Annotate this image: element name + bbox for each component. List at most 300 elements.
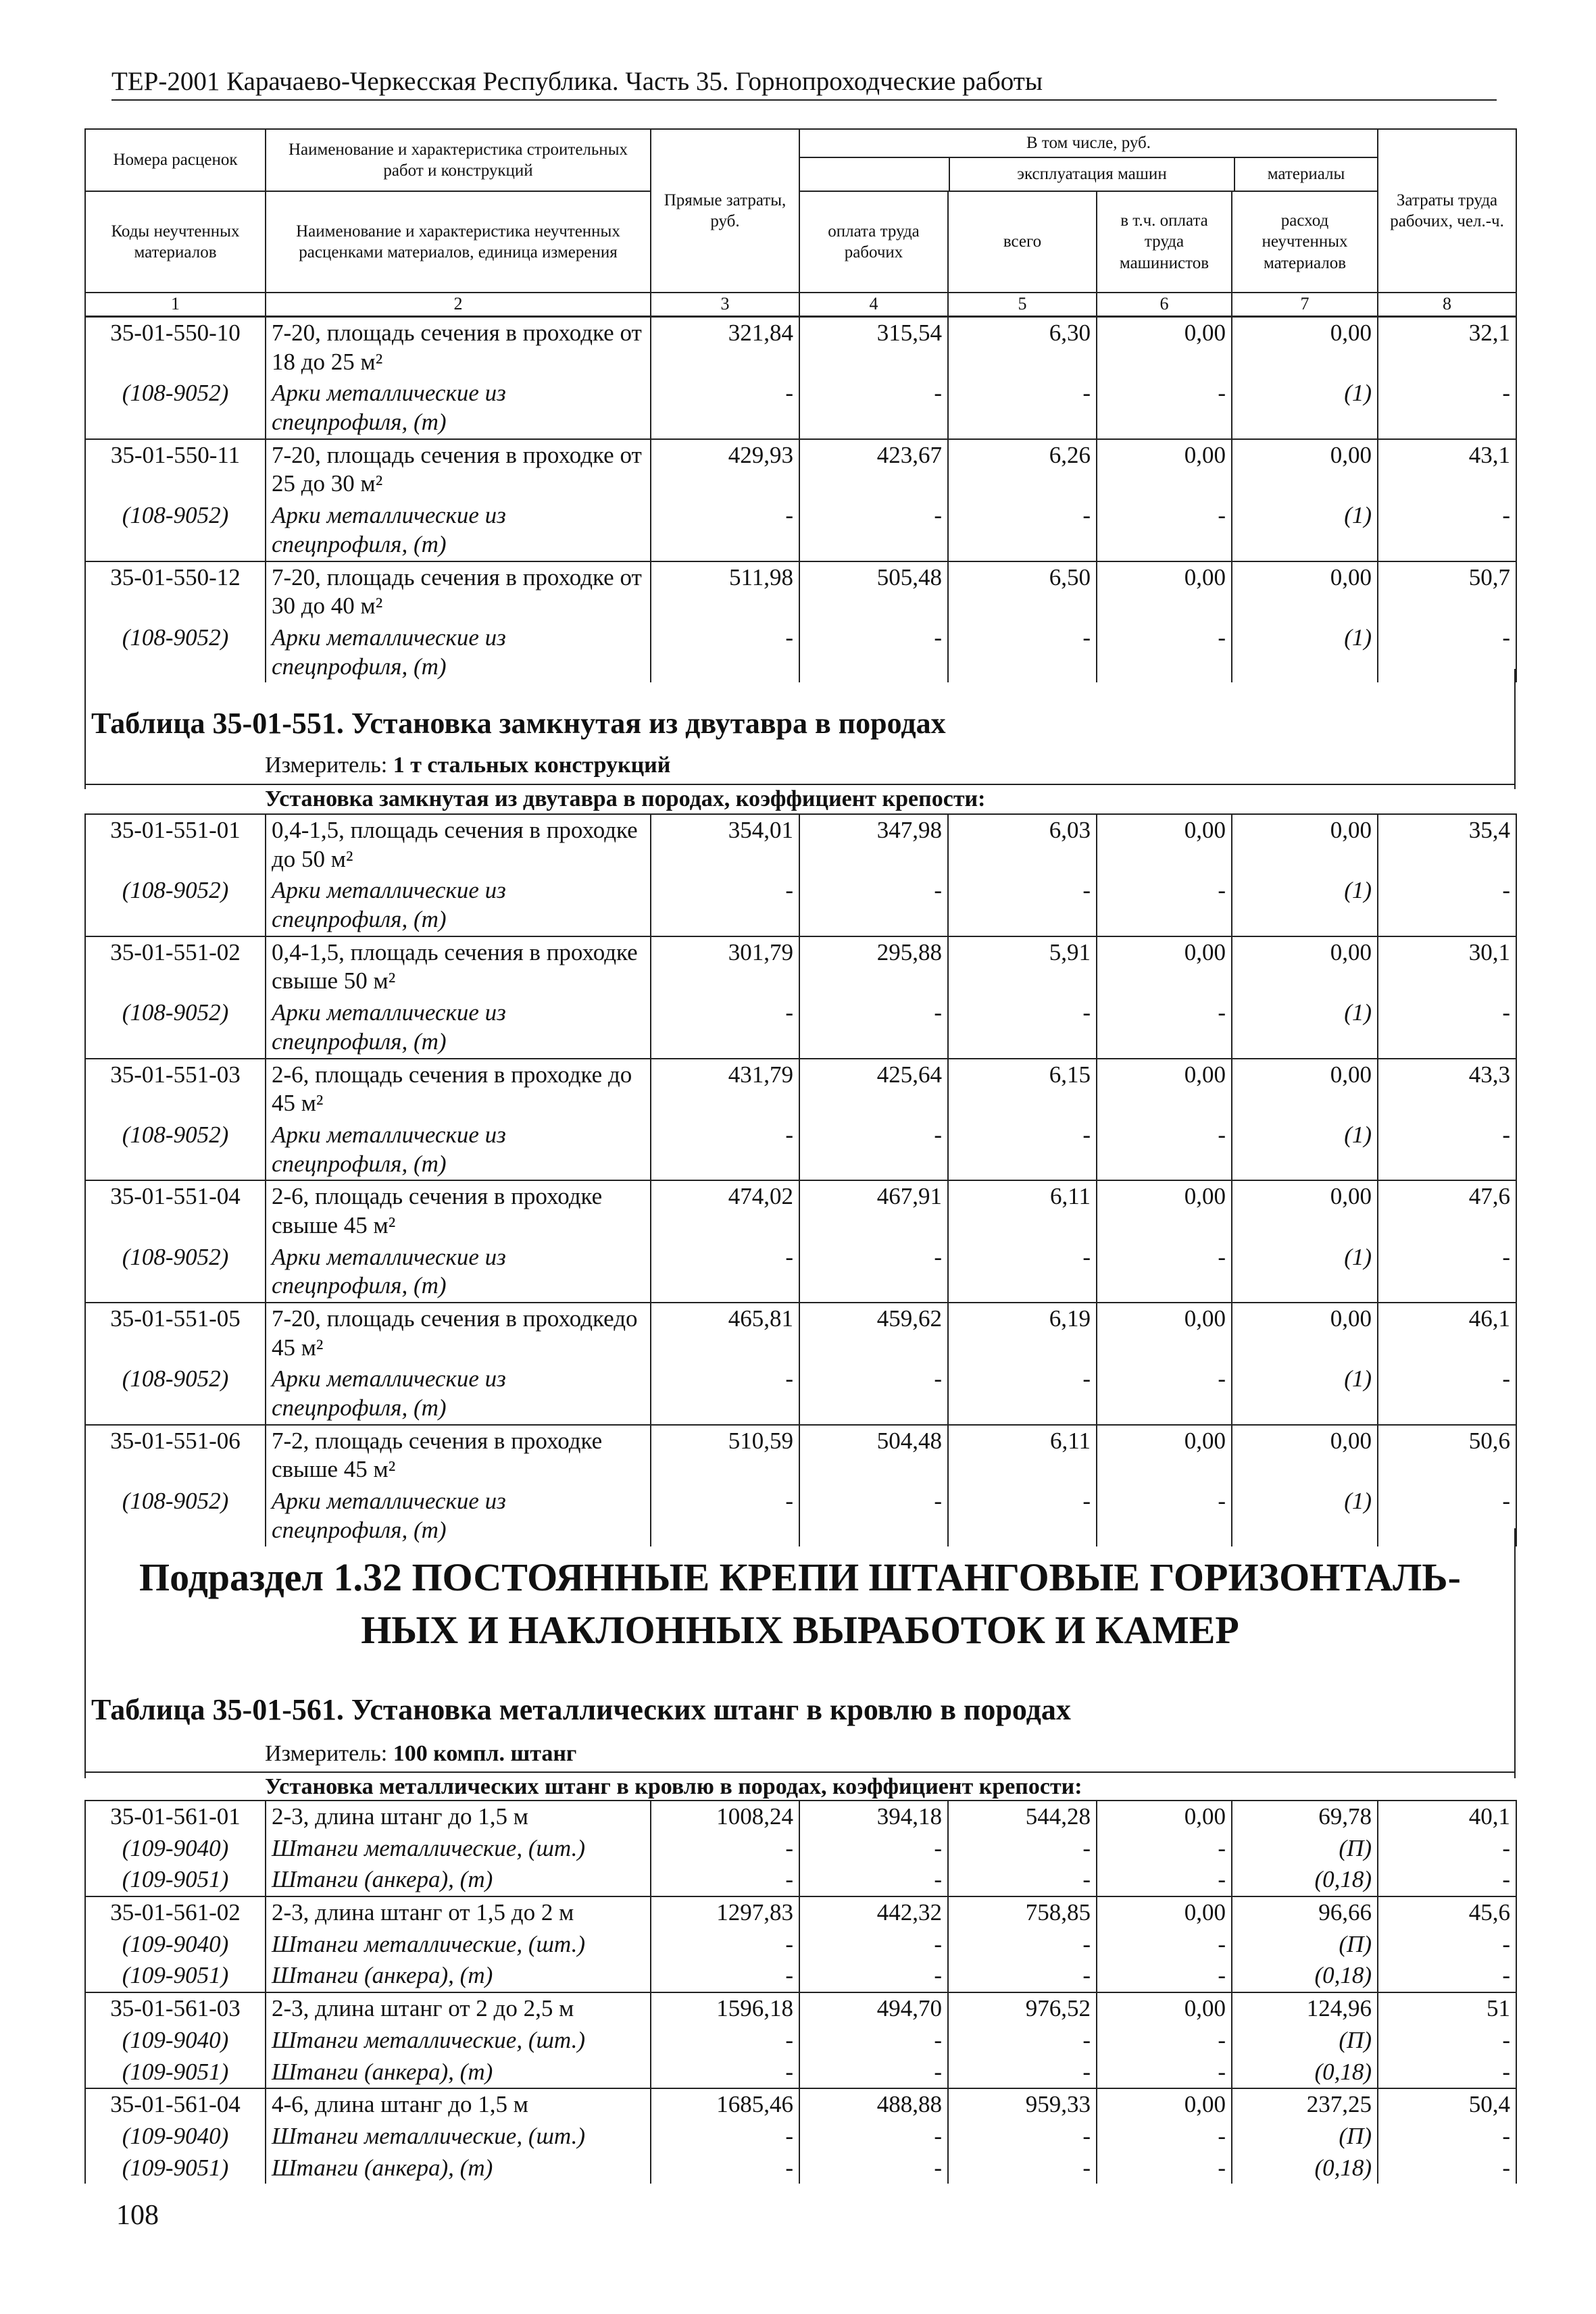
material-machinist: - <box>1097 1833 1232 1865</box>
rate-total: 6,26 <box>948 439 1097 500</box>
rate-machinist: 0,00 <box>1097 317 1232 378</box>
material-wages: - <box>799 1120 948 1180</box>
col-header-machines: эксплуатация машин <box>949 158 1235 191</box>
material-labor: - <box>1378 1486 1516 1546</box>
rate-wages: 394,18 <box>799 1801 948 1833</box>
material-machinist: - <box>1097 1120 1232 1180</box>
rate-direct: 1297,83 <box>651 1896 799 1929</box>
table-row <box>85 1303 1516 1363</box>
material-direct: - <box>651 1960 799 1992</box>
rate-code: 35-01-551-01 <box>85 814 266 875</box>
material-row <box>85 1242 1516 1303</box>
material-direct: - <box>651 2153 799 2184</box>
material-code: (109-9051) <box>85 1864 266 1896</box>
rate-description: 2-3, длина штанг от 2 до 2,5 м <box>266 1992 651 2025</box>
material-description: Арки металлические из спецпрофиля, (т) <box>266 500 651 561</box>
col-num: 7 <box>1232 293 1378 316</box>
rate-machinist: 0,00 <box>1097 1992 1232 2025</box>
material-machinist: - <box>1097 2121 1232 2153</box>
material-direct: - <box>651 997 799 1058</box>
rate-total: 959,33 <box>948 2088 1097 2121</box>
material-machinist: - <box>1097 1486 1232 1546</box>
rate-labor: 45,6 <box>1378 1896 1516 1929</box>
rate-direct: 354,01 <box>651 814 799 875</box>
rate-labor: 43,1 <box>1378 439 1516 500</box>
material-code: (108-9052) <box>85 1363 266 1424</box>
rate-materials: 0,00 <box>1232 936 1378 997</box>
material-direct: - <box>651 1864 799 1896</box>
rate-machinist: 0,00 <box>1097 439 1232 500</box>
rate-materials: 0,00 <box>1232 1425 1378 1486</box>
rate-materials: 237,25 <box>1232 2088 1378 2121</box>
material-code: (108-9052) <box>85 1242 266 1303</box>
rate-total: 6,30 <box>948 317 1097 378</box>
rate-wages: 459,62 <box>799 1303 948 1363</box>
material-materials: (1) <box>1232 378 1378 438</box>
rate-labor: 40,1 <box>1378 1801 1516 1833</box>
material-description: Штанги (анкера), (т) <box>266 2153 651 2184</box>
material-description: Арки металлические из спецпрофиля, (т) <box>266 378 651 438</box>
col-header-machinist: в т.ч. оплата труда машинистов <box>1097 191 1232 293</box>
table-551-coef-line: Установка замкнутая из двутавра в породах, коэффициент крепости: <box>84 784 1516 813</box>
material-total: - <box>948 1929 1097 1961</box>
rate-direct: 1008,24 <box>651 1801 799 1833</box>
material-machinist: - <box>1097 2153 1232 2184</box>
material-row <box>85 1833 1516 1865</box>
rate-direct: 321,84 <box>651 317 799 378</box>
rate-materials: 0,00 <box>1232 1303 1378 1363</box>
rate-wages: 315,54 <box>799 317 948 378</box>
material-labor: - <box>1378 622 1516 682</box>
rate-machinist: 0,00 <box>1097 814 1232 875</box>
material-wages: - <box>799 1242 948 1303</box>
material-labor: - <box>1378 2057 1516 2089</box>
material-direct: - <box>651 875 799 936</box>
material-row <box>85 378 1516 438</box>
material-total: - <box>948 997 1097 1058</box>
rate-machinist: 0,00 <box>1097 1303 1232 1363</box>
rate-code: 35-01-561-03 <box>85 1992 266 2025</box>
rate-total: 6,11 <box>948 1425 1097 1486</box>
material-machinist: - <box>1097 997 1232 1058</box>
table-row <box>85 317 1516 378</box>
rates-table-550 <box>84 316 1517 682</box>
rate-materials: 0,00 <box>1232 1059 1378 1120</box>
rate-machinist: 0,00 <box>1097 1180 1232 1241</box>
material-code: (108-9052) <box>85 378 266 438</box>
rate-labor: 35,4 <box>1378 814 1516 875</box>
rate-machinist: 0,00 <box>1097 1425 1232 1486</box>
rates-table-561 <box>84 1800 1517 2184</box>
table-551-measure <box>265 753 670 778</box>
rate-code: 35-01-550-12 <box>85 561 266 622</box>
rate-description: 2-3, длина штанг до 1,5 м <box>266 1801 651 1833</box>
rate-code: 35-01-550-10 <box>85 317 266 378</box>
col-num: 3 <box>651 293 799 316</box>
material-labor: - <box>1378 1363 1516 1424</box>
material-machinist: - <box>1097 1242 1232 1303</box>
material-labor: - <box>1378 2121 1516 2153</box>
material-total: - <box>948 2057 1097 2089</box>
material-labor: - <box>1378 1960 1516 1992</box>
material-labor: - <box>1378 875 1516 936</box>
rate-total: 5,91 <box>948 936 1097 997</box>
col-num: 8 <box>1378 293 1516 316</box>
material-wages: - <box>799 1363 948 1424</box>
material-machinist: - <box>1097 622 1232 682</box>
material-row <box>85 2121 1516 2153</box>
table-561-measure <box>265 1741 576 1767</box>
rate-code: 35-01-551-05 <box>85 1303 266 1363</box>
material-total: - <box>948 378 1097 438</box>
material-row <box>85 2025 1516 2057</box>
material-total: - <box>948 1833 1097 1865</box>
material-materials: (П) <box>1232 1929 1378 1961</box>
subsection-title-line2: НЫХ И НАКЛОННЫХ ВЫРАБОТОК И КАМЕР <box>361 1607 1239 1652</box>
material-code: (109-9040) <box>85 1929 266 1961</box>
material-labor: - <box>1378 1864 1516 1896</box>
material-total: - <box>948 1486 1097 1546</box>
material-row <box>85 2153 1516 2184</box>
col-header-incl-spacer <box>800 158 949 191</box>
material-labor: - <box>1378 2025 1516 2057</box>
material-total: - <box>948 1960 1097 1992</box>
col-header-incl-cell <box>799 129 1378 191</box>
material-direct: - <box>651 1929 799 1961</box>
col-num: 1 <box>85 293 266 316</box>
subsection-title <box>84 1554 1516 1653</box>
rate-labor: 30,1 <box>1378 936 1516 997</box>
material-machinist: - <box>1097 378 1232 438</box>
material-row <box>85 1864 1516 1896</box>
material-total: - <box>948 500 1097 561</box>
col-num: 2 <box>266 293 651 316</box>
material-row <box>85 2057 1516 2089</box>
material-direct: - <box>651 378 799 438</box>
rate-description: 2-6, площадь сечения в проходке до 45 м² <box>266 1059 651 1120</box>
material-materials: (0,18) <box>1232 1960 1378 1992</box>
rate-total: 976,52 <box>948 1992 1097 2025</box>
rate-total: 758,85 <box>948 1896 1097 1929</box>
material-labor: - <box>1378 1120 1516 1180</box>
subsection-title-line1: Подраздел 1.32 ПОСТОЯННЫЕ КРЕПИ ШТАНГОВЫЕ ГОРИЗОНТАЛЬ- <box>139 1555 1461 1599</box>
rate-labor: 50,4 <box>1378 2088 1516 2121</box>
table-561-title: Таблица 35-01-561. Установка металлических штанг в кровлю в породах <box>91 1693 1071 1726</box>
material-labor: - <box>1378 378 1516 438</box>
material-description: Арки металлические из спецпрофиля, (т) <box>266 997 651 1058</box>
column-header-table <box>84 128 1517 317</box>
material-wages: - <box>799 997 948 1058</box>
rate-direct: 510,59 <box>651 1425 799 1486</box>
material-description: Арки металлические из спецпрофиля, (т) <box>266 1120 651 1180</box>
material-description: Штанги металлические, (шт.) <box>266 2121 651 2153</box>
material-machinist: - <box>1097 1363 1232 1424</box>
material-total: - <box>948 2121 1097 2153</box>
measure-value: 1 т стальных конструкций <box>393 753 671 778</box>
material-code: (109-9040) <box>85 2025 266 2057</box>
col-num: 5 <box>948 293 1097 316</box>
rate-total: 6,50 <box>948 561 1097 622</box>
measure-label: Измеритель: <box>265 1741 393 1766</box>
material-machinist: - <box>1097 1929 1232 1961</box>
col-header-incl: В том числе, руб. <box>800 130 1377 158</box>
material-total: - <box>948 1242 1097 1303</box>
material-machinist: - <box>1097 1864 1232 1896</box>
rate-direct: 1596,18 <box>651 1992 799 2025</box>
material-direct: - <box>651 1486 799 1546</box>
material-description: Арки металлические из спецпрофиля, (т) <box>266 1363 651 1424</box>
rate-code: 35-01-551-06 <box>85 1425 266 1486</box>
material-code: (109-9051) <box>85 1960 266 1992</box>
material-materials: (1) <box>1232 1486 1378 1546</box>
material-direct: - <box>651 500 799 561</box>
material-code: (108-9052) <box>85 1486 266 1546</box>
material-direct: - <box>651 1363 799 1424</box>
material-direct: - <box>651 1120 799 1180</box>
table-row <box>85 814 1516 875</box>
rate-wages: 505,48 <box>799 561 948 622</box>
table-row <box>85 936 1516 997</box>
col-num: 6 <box>1097 293 1232 316</box>
material-materials: (0,18) <box>1232 2057 1378 2089</box>
rate-code: 35-01-561-01 <box>85 1801 266 1833</box>
col-num: 4 <box>799 293 948 316</box>
rate-wages: 488,88 <box>799 2088 948 2121</box>
rate-description: 7-20, площадь сечения в проходке от 30 до 40 м² <box>266 561 651 622</box>
material-wages: - <box>799 2025 948 2057</box>
rates-table-551 <box>84 813 1517 1546</box>
material-machinist: - <box>1097 1960 1232 1992</box>
material-materials: (1) <box>1232 875 1378 936</box>
material-wages: - <box>799 1960 948 1992</box>
rate-labor: 50,7 <box>1378 561 1516 622</box>
rate-total: 6,15 <box>948 1059 1097 1120</box>
rate-machinist: 0,00 <box>1097 1059 1232 1120</box>
table-row <box>85 1180 1516 1241</box>
table-551-title: Таблица 35-01-551. Установка замкнутая из двутавра в породах <box>91 707 946 740</box>
rate-code: 35-01-551-03 <box>85 1059 266 1120</box>
measure-value: 100 компл. штанг <box>393 1741 577 1766</box>
table-row <box>85 439 1516 500</box>
rate-wages: 467,91 <box>799 1180 948 1241</box>
rate-description: 0,4-1,5, площадь сечения в проходке до 50 м² <box>266 814 651 875</box>
rate-materials: 69,78 <box>1232 1801 1378 1833</box>
rate-description: 7-20, площадь сечения в проходкедо 45 м² <box>266 1303 651 1363</box>
material-wages: - <box>799 1833 948 1865</box>
rate-materials: 96,66 <box>1232 1896 1378 1929</box>
material-materials: (0,18) <box>1232 2153 1378 2184</box>
material-row <box>85 1960 1516 1992</box>
table-row <box>85 1992 1516 2025</box>
material-wages: - <box>799 875 948 936</box>
material-code: (108-9052) <box>85 1120 266 1180</box>
col-header-direct: Прямые затраты, руб. <box>651 129 799 293</box>
material-wages: - <box>799 2121 948 2153</box>
material-labor: - <box>1378 997 1516 1058</box>
material-total: - <box>948 2025 1097 2057</box>
measure-label: Измеритель: <box>265 753 393 778</box>
rate-code: 35-01-561-04 <box>85 2088 266 2121</box>
rate-code: 35-01-551-02 <box>85 936 266 997</box>
material-description: Арки металлические из спецпрофиля, (т) <box>266 1486 651 1546</box>
material-code: (108-9052) <box>85 500 266 561</box>
material-wages: - <box>799 2153 948 2184</box>
rate-code: 35-01-551-04 <box>85 1180 266 1241</box>
rate-direct: 465,81 <box>651 1303 799 1363</box>
rate-labor: 47,6 <box>1378 1180 1516 1241</box>
material-description: Арки металлические из спецпрофиля, (т) <box>266 875 651 936</box>
rate-description: 7-20, площадь сечения в проходке от 25 до 30 м² <box>266 439 651 500</box>
material-direct: - <box>651 2057 799 2089</box>
col-header-labor: Затраты труда рабочих, чел.-ч. <box>1378 129 1516 293</box>
material-materials: (П) <box>1232 2121 1378 2153</box>
col-header-wages: оплата труда рабочих <box>799 191 948 293</box>
table-row <box>85 1425 1516 1486</box>
material-wages: - <box>799 1864 948 1896</box>
material-row <box>85 997 1516 1058</box>
material-description: Штанги (анкера), (т) <box>266 1960 651 1992</box>
material-total: - <box>948 875 1097 936</box>
material-wages: - <box>799 500 948 561</box>
material-code: (109-9040) <box>85 2121 266 2153</box>
table-row <box>85 2088 1516 2121</box>
material-materials: (0,18) <box>1232 1864 1378 1896</box>
material-row <box>85 500 1516 561</box>
material-wages: - <box>799 2057 948 2089</box>
material-materials: (П) <box>1232 2025 1378 2057</box>
material-description: Арки металлические из спецпрофиля, (т) <box>266 1242 651 1303</box>
rate-machinist: 0,00 <box>1097 1896 1232 1929</box>
rate-code: 35-01-561-02 <box>85 1896 266 1929</box>
material-labor: - <box>1378 1929 1516 1961</box>
rate-total: 544,28 <box>948 1801 1097 1833</box>
material-materials: (1) <box>1232 1363 1378 1424</box>
material-materials: (П) <box>1232 1833 1378 1865</box>
material-direct: - <box>651 622 799 682</box>
rate-total: 6,11 <box>948 1180 1097 1241</box>
material-labor: - <box>1378 1833 1516 1865</box>
rate-machinist: 0,00 <box>1097 1801 1232 1833</box>
rate-code: 35-01-550-11 <box>85 439 266 500</box>
material-machinist: - <box>1097 2025 1232 2057</box>
rate-labor: 43,3 <box>1378 1059 1516 1120</box>
material-wages: - <box>799 1929 948 1961</box>
rate-description: 4-6, длина штанг до 1,5 м <box>266 2088 651 2121</box>
material-total: - <box>948 1120 1097 1180</box>
table-row <box>85 1801 1516 1833</box>
material-code: (109-9040) <box>85 1833 266 1865</box>
material-machinist: - <box>1097 875 1232 936</box>
table-row <box>85 1896 1516 1929</box>
material-direct: - <box>651 1833 799 1865</box>
table-561-coef-line: Установка металлических штанг в кровлю в породах, коэффициент крепости: <box>84 1771 1516 1801</box>
rate-description: 2-3, длина штанг от 1,5 до 2 м <box>266 1896 651 1929</box>
rate-description: 0,4-1,5, площадь сечения в проходке свыше 50 м² <box>266 936 651 997</box>
material-labor: - <box>1378 1242 1516 1303</box>
material-row <box>85 1120 1516 1180</box>
col-header-materials: расход неучтенных материалов <box>1232 191 1378 293</box>
material-materials: (1) <box>1232 500 1378 561</box>
rate-machinist: 0,00 <box>1097 561 1232 622</box>
rate-direct: 301,79 <box>651 936 799 997</box>
rate-labor: 46,1 <box>1378 1303 1516 1363</box>
material-description: Штанги (анкера), (т) <box>266 1864 651 1896</box>
page-number: 108 <box>116 2200 159 2231</box>
material-wages: - <box>799 378 948 438</box>
rate-materials: 0,00 <box>1232 1180 1378 1241</box>
rate-description: 7-2, площадь сечения в проходке свыше 45 м² <box>266 1425 651 1486</box>
rate-wages: 442,32 <box>799 1896 948 1929</box>
table-row <box>85 561 1516 622</box>
rate-wages: 425,64 <box>799 1059 948 1120</box>
material-materials: (1) <box>1232 1242 1378 1303</box>
material-materials: (1) <box>1232 997 1378 1058</box>
material-code: (109-9051) <box>85 2057 266 2089</box>
rate-machinist: 0,00 <box>1097 2088 1232 2121</box>
rate-total: 6,03 <box>948 814 1097 875</box>
material-materials: (1) <box>1232 1120 1378 1180</box>
page-header-title: ТЕР-2001 Карачаево-Черкесская Республика. Часть 35. Горнопроходческие работы <box>111 66 1497 101</box>
rate-materials: 0,00 <box>1232 317 1378 378</box>
material-row <box>85 875 1516 936</box>
material-description: Штанги металлические, (шт.) <box>266 1929 651 1961</box>
rate-labor: 32,1 <box>1378 317 1516 378</box>
rate-total: 6,19 <box>948 1303 1097 1363</box>
material-machinist: - <box>1097 500 1232 561</box>
material-description: Штанги металлические, (шт.) <box>266 2025 651 2057</box>
rate-description: 7-20, площадь сечения в проходке от 18 до 25 м² <box>266 317 651 378</box>
material-description: Штанги металлические, (шт.) <box>266 1833 651 1865</box>
material-row <box>85 1363 1516 1424</box>
rate-direct: 1685,46 <box>651 2088 799 2121</box>
material-row <box>85 1929 1516 1961</box>
col-header-code-top: Номера расценок <box>85 129 266 191</box>
table-row <box>85 1059 1516 1120</box>
material-direct: - <box>651 1242 799 1303</box>
material-description: Арки металлические из спецпрофиля, (т) <box>266 622 651 682</box>
material-total: - <box>948 1864 1097 1896</box>
rate-labor: 50,6 <box>1378 1425 1516 1486</box>
rate-direct: 431,79 <box>651 1059 799 1120</box>
rate-direct: 511,98 <box>651 561 799 622</box>
material-code: (108-9052) <box>85 997 266 1058</box>
material-wages: - <box>799 622 948 682</box>
rate-machinist: 0,00 <box>1097 936 1232 997</box>
col-header-code-bottom: Коды неучтенных материалов <box>85 191 266 293</box>
material-code: (109-9051) <box>85 2153 266 2184</box>
rate-wages: 494,70 <box>799 1992 948 2025</box>
col-header-name-bottom: Наименование и характеристика неучтенных расценками материалов, единица измерения <box>266 191 651 293</box>
rate-direct: 429,93 <box>651 439 799 500</box>
material-total: - <box>948 2153 1097 2184</box>
rate-materials: 0,00 <box>1232 561 1378 622</box>
rate-materials: 0,00 <box>1232 814 1378 875</box>
material-description: Штанги (анкера), (т) <box>266 2057 651 2089</box>
rate-wages: 347,98 <box>799 814 948 875</box>
rate-wages: 423,67 <box>799 439 948 500</box>
rate-wages: 504,48 <box>799 1425 948 1486</box>
material-wages: - <box>799 1486 948 1546</box>
material-code: (108-9052) <box>85 622 266 682</box>
material-total: - <box>948 622 1097 682</box>
rate-labor: 51 <box>1378 1992 1516 2025</box>
material-total: - <box>948 1363 1097 1424</box>
material-materials: (1) <box>1232 622 1378 682</box>
material-machinist: - <box>1097 2057 1232 2089</box>
material-direct: - <box>651 2025 799 2057</box>
material-labor: - <box>1378 500 1516 561</box>
rate-materials: 0,00 <box>1232 439 1378 500</box>
